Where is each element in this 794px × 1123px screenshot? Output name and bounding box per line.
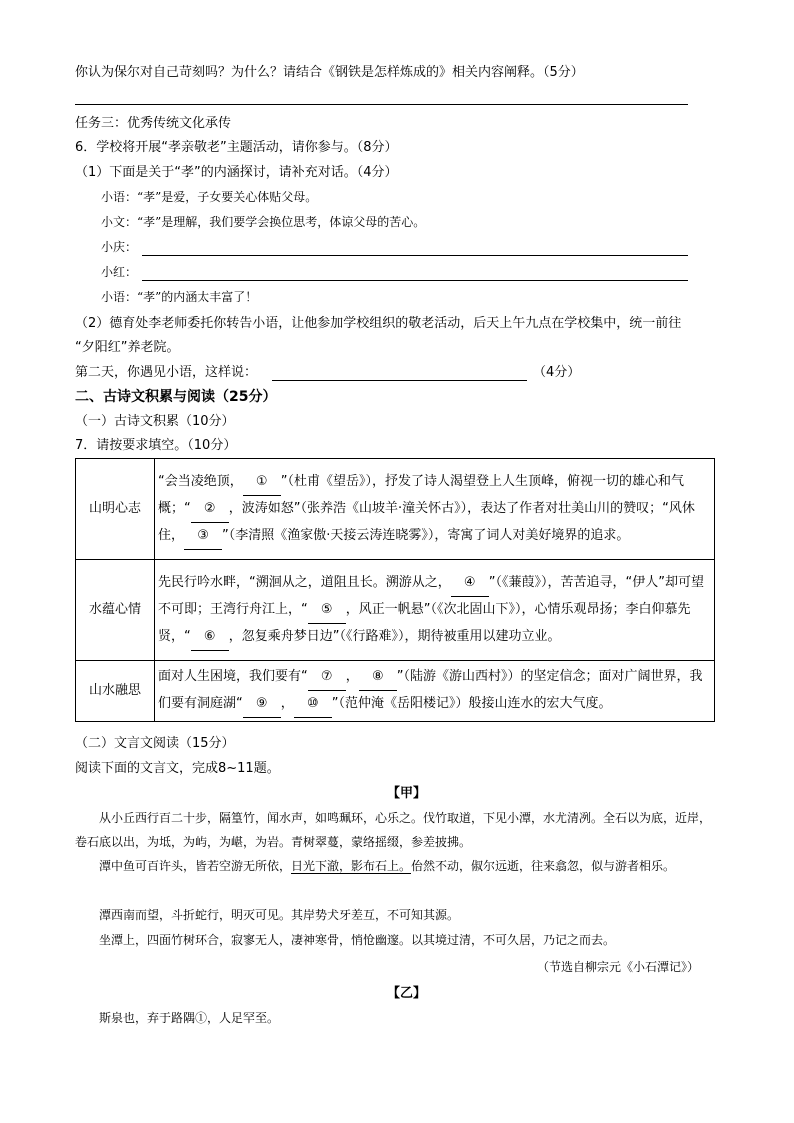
blank-2[interactable]: ② xyxy=(191,496,229,523)
row-category: 山明心志 xyxy=(76,459,155,560)
row-content: 面对人生困境，我们要有“ ⑦ ， ⑧ ”（陆游《游山西村》）的坚定信念；面对广阔世界，我们要有洞庭湖“ ⑨ ， ⑩ ”（范仲淹《岳阳楼记》）般接山连水的宏大气度。 xyxy=(155,661,715,722)
q6-2-score: （4分） xyxy=(533,365,581,380)
blank-5[interactable]: ⑤ xyxy=(308,597,346,624)
sub-1-title: （一）古诗文积累（10分） xyxy=(75,414,235,429)
q6-2-line-1: （2）德育处李老师委托你转告小语，让他参加学校组织的敬老活动，后天上午九点在学校集中，统一前往 xyxy=(75,316,682,331)
q6-2-answer-line[interactable] xyxy=(272,380,527,381)
jia-paragraph-4: 坐潭上，四面竹树环合，寂寥无人，凄神寒骨，悄怆幽邃。以其境过清，不可久居，乃记之而去。 xyxy=(99,933,616,947)
jia-paragraph-1: 从小丘西行百二十步，隔篁竹，闻水声，如鸣珮环，心乐之。伐竹取道，下见小潭，水尤清冽。全石以为底，近岸，卷石底以出，为坻，为屿，为嵁，为岩。青树翠蔓，蒙络摇缀，参差披拂。 xyxy=(75,811,712,849)
q6-1-title: （1）下面是关于“孝”的内涵探讨，请补充对话。（4分） xyxy=(75,165,398,180)
xiaoqing-answer-line[interactable] xyxy=(142,255,688,256)
underlined-sentence: 日光下澈，影布石上。 xyxy=(291,859,412,873)
row-category: 山水融思 xyxy=(76,661,155,722)
sub-2-title: （二）文言文阅读（15分） xyxy=(75,736,235,751)
q6-title: 6．学校将开展“孝亲敬老”主题活动，请你参与。（8分） xyxy=(75,140,398,155)
jia-source: （节选自柳宗元《小石潭记》） xyxy=(537,960,700,974)
blank-7[interactable]: ⑦ xyxy=(308,664,346,691)
blank-3[interactable]: ③ xyxy=(184,523,222,550)
blank-4[interactable]: ④ xyxy=(451,570,489,597)
table-row xyxy=(76,459,715,560)
passage-yi-heading: 【乙】 xyxy=(387,986,427,1001)
yi-paragraph-1: 斯泉也，弃于路隅①，人足罕至。 xyxy=(99,1011,280,1025)
passage-jia-heading: 【甲】 xyxy=(387,786,427,801)
xiaohong-answer-line[interactable] xyxy=(142,280,688,281)
dialogue-xiaohong-label: 小红： xyxy=(101,265,138,279)
blank-10[interactable]: ⑩ xyxy=(294,691,332,718)
q5-answer-line[interactable] xyxy=(75,104,688,105)
q5-prompt: 你认为保尔对自己苛刻吗？为什么？请结合《钢铁是怎样炼成的》相关内容阐释。（5分） xyxy=(75,65,584,80)
dialogue-xiaowen: 小文：“孝”是理解，我们要学会换位思考，体谅父母的苦心。 xyxy=(101,215,426,229)
dialogue-xiaoyu-1: 小语：“孝”是爱，子女要关心体贴父母。 xyxy=(101,190,318,204)
task3-title: 任务三：优秀传统文化承传 xyxy=(75,116,232,131)
blank-9[interactable]: ⑨ xyxy=(243,691,281,718)
q7-title: 7．请按要求填空。（10分） xyxy=(75,438,237,453)
dialogue-xiaoqing-label: 小庆： xyxy=(101,240,138,254)
table-row xyxy=(76,661,715,722)
reading-prompt: 阅读下面的文言文，完成8~11题。 xyxy=(75,761,280,776)
q6-2-answer-prefix: 第二天，你遇见小语，这样说： xyxy=(75,365,258,380)
blank-1[interactable]: ① xyxy=(243,469,281,496)
row-category: 水蕴心情 xyxy=(76,560,155,661)
table-row xyxy=(76,560,715,661)
blank-6[interactable]: ⑥ xyxy=(191,624,229,651)
dialogue-xiaoyu-2: 小语：“孝”的内涵太丰富了！ xyxy=(101,290,258,304)
jia-paragraph-3: 潭西南而望，斗折蛇行，明灭可见。其岸势犬牙差互，不可知其源。 xyxy=(99,908,460,922)
row-content: 先民行吟水畔，“溯洄从之，道阻且长。溯游从之， ④ ”（《蒹葭》），苦苦追寻，“伊人”却可望不可即；王湾行舟江上，“ ⑤ ，风正一帆悬”（《次北固山下》），心情乐观昂扬；李白仰慕先贤，“ ⑥ ，忽复乘舟梦日边”（《行路难》），期待被重用以建功立业。 xyxy=(155,560,715,661)
blank-8[interactable]: ⑧ xyxy=(359,664,397,691)
section-2-title: 二、古诗文积累与阅读（25分） xyxy=(75,389,277,405)
q6-2-line-2: “夕阳红”养老院。 xyxy=(75,340,180,355)
poem-fill-table xyxy=(75,458,715,722)
jia-paragraph-2: 潭中鱼可百许头，皆若空游无所依，日光下澈，影布石上。佁然不动，俶尔远逝，往来翕忽，似与游者相乐。 xyxy=(99,859,676,873)
row-content: “会当凌绝顶， ① ”（杜甫《望岳》），抒发了诗人渴望登上人生顶峰，俯视一切的雄心和气概；“ ② ，波涛如怒”（张养浩《山坡羊·潼关怀古》），表达了作者对壮美山川的赞叹；“风休住， ③ ”（李清照《渔家傲·天接云涛连晓雾》），寄寓了词人对美好境界的追求。 xyxy=(155,459,715,560)
